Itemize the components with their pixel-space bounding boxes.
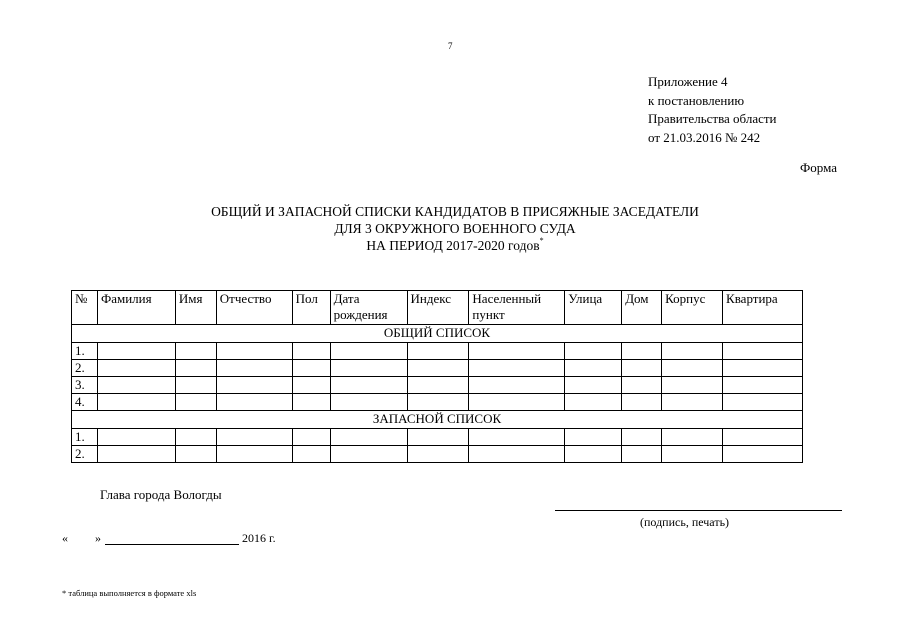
close-quote: » [95,531,101,545]
table-header-row [72,291,803,325]
document-title [150,203,760,254]
row-number: 1. [72,429,98,446]
row-number: 1. [72,343,98,360]
header-cell: Индекс [407,291,469,325]
appendix-line: от 21.03.2016 № 242 [648,129,761,145]
title-line: ДЛЯ 3 ОКРУЖНОГО ВОЕННОГО СУДА [334,221,576,236]
header-cell: Имя [175,291,216,325]
appendix-line: Правительства области [648,111,777,126]
form-label: Форма [800,160,837,175]
table-row [72,429,803,446]
page-number: 7 [448,41,453,51]
title-period: НА ПЕРИОД 2017-2020 годов [366,238,540,253]
signature-label: (подпись, печать) [640,515,730,529]
section-row [72,411,803,429]
appendix-line: к постановлению [648,92,745,108]
candidates-table [71,290,803,463]
header-cell: № [72,291,98,325]
header-cell: Отчество [216,291,292,325]
signatory-title: Глава города Вологды [100,487,222,502]
table-row [72,446,803,463]
header-cell: Населенный пункт [469,291,565,325]
title-line: ОБЩИЙ И ЗАПАСНОЙ СПИСКИ КАНДИДАТОВ В ПРИСЯЖНЫЕ ЗАСЕДАТЕЛИ [211,204,699,219]
date-blank-line [105,544,239,545]
signature-line [555,510,842,511]
appendix-block [648,73,777,147]
section-title-general: ОБЩИЙ СПИСОК [72,325,803,343]
appendix-line: Приложение 4 [648,74,728,89]
row-number: 3. [72,377,98,394]
header-cell: Корпус [662,291,723,325]
table-row [72,394,803,411]
header-cell: Квартира [723,291,803,325]
date-year: 2016 г. [242,531,276,545]
section-row [72,325,803,343]
header-cell: Дата рождения [330,291,407,325]
open-quote: « [62,531,68,545]
row-number: 4. [72,394,98,411]
title-line [150,237,760,254]
header-cell: Улица [565,291,622,325]
table-row [72,343,803,360]
table-row [72,377,803,394]
header-cell: Пол [292,291,330,325]
header-cell: Дом [622,291,662,325]
table-row [72,360,803,377]
section-title-reserve: ЗАПАСНОЙ СПИСОК [72,411,803,429]
footnote-mark: * [539,236,544,245]
row-number: 2. [72,446,98,463]
header-cell: Фамилия [97,291,175,325]
row-number: 2. [72,360,98,377]
footnote: * таблица выполняется в формате xls [62,588,197,598]
